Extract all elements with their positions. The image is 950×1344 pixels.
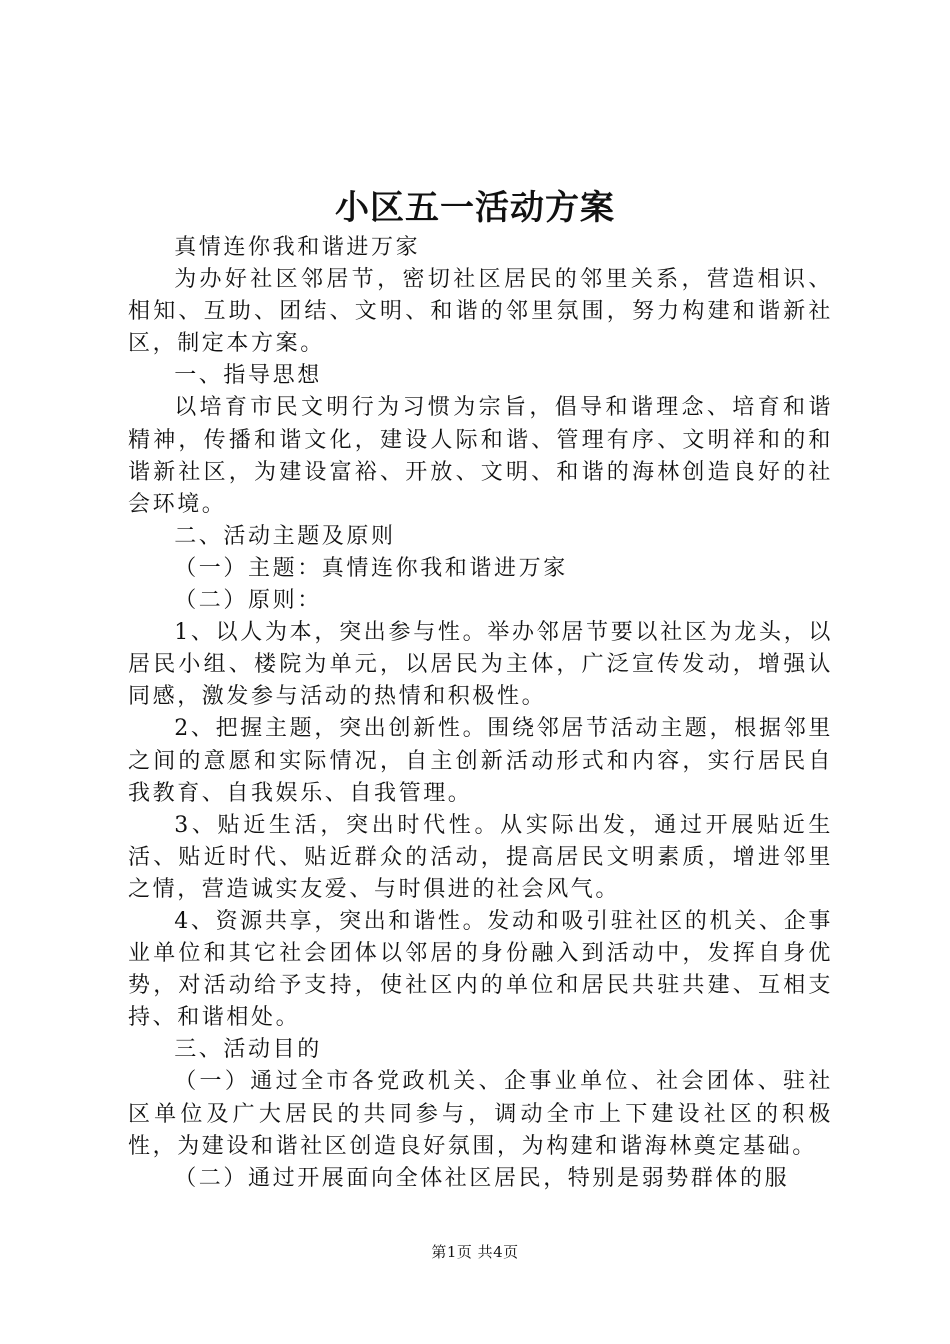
heading-theme-principles: 二、活动主题及原则	[174, 523, 396, 549]
paragraph-principle-1: 1、以人为本，突出参与性。举办邻居节要以社区为龙头，以居民小组、楼院为单元，以居民为主体，广泛宣传发动，增强认同感，激发参与活动的热情和积极性。	[128, 620, 833, 710]
paragraph-purpose-1: （一）通过全市各党政机关、企事业单位、社会团体、驻社区单位及广大居民的共同参与，调动全市上下建设社区的积极性，为建设和谐社区创造良好氛围，为构建和谐海林奠定基础。	[128, 1069, 833, 1159]
paragraph-purpose-2: （二）通过开展面向全体社区居民，特别是弱势群体的服	[174, 1165, 790, 1191]
paragraph-principles-label: （二）原则：	[174, 588, 322, 614]
page-footer: 第1页 共4页	[431, 1243, 519, 1261]
paragraph-principle-3: 3、贴近生活，突出时代性。从实际出发，通过开展贴近生活、贴近时代、贴近群众的活动，提高居民文明素质，增进邻里之情，营造诚实友爱、与时俱进的社会风气。	[128, 812, 833, 902]
paragraph-principle-4: 4、资源共享，突出和谐性。发动和吸引驻社区的机关、企事业单位和其它社会团体以邻居的身份融入到活动中，发挥自身优势，对活动给予支持，使社区内的单位和居民共驻共建、互相支持、和谐相处。	[128, 908, 833, 1031]
document-title: 小区五一活动方案	[335, 188, 615, 228]
heading-activity-purpose: 三、活动目的	[174, 1037, 322, 1063]
paragraph-slogan: 真情连你我和谐进万家	[174, 235, 421, 260]
paragraph-theme: （一）主题：真情连你我和谐进万家	[174, 555, 568, 581]
document-body	[128, 232, 833, 1195]
paragraph-guiding-ideology: 以培育市民文明行为习惯为宗旨，倡导和谐理念、培育和谐精神，传播和谐文化，建设人际和谐、管理有序、文明祥和的和谐新社区，为建设富裕、开放、文明、和谐的海林创造良好的社会环境。	[128, 395, 833, 517]
paragraph-intro: 为办好社区邻居节，密切社区居民的邻里关系，营造相识、相知、互助、团结、文明、和谐的邻里氛围，努力构建和谐新社区，制定本方案。	[128, 267, 833, 357]
heading-guiding-ideology: 一、指导思想	[174, 363, 322, 389]
paragraph-principle-2: 2、把握主题，突出创新性。围绕邻居节活动主题，根据邻里之间的意愿和实际情况，自主创新活动形式和内容，实行居民自我教育、自我娱乐、自我管理。	[128, 716, 833, 806]
